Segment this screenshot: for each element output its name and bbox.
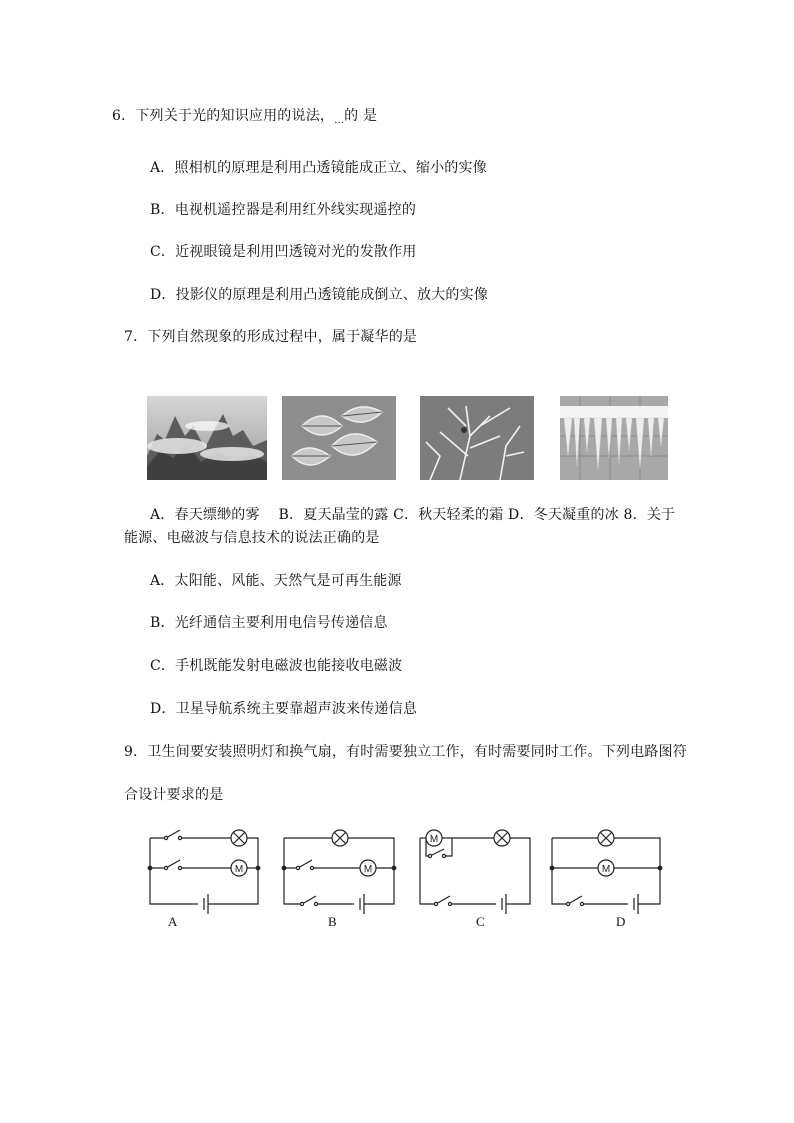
q6-stem-tail: 的 是 (344, 108, 378, 124)
motor-label: M (601, 864, 611, 875)
circuit-diagrams (146, 822, 666, 918)
q8-option-d: D．卫星导航系统主要靠超声波来传递信息 (150, 701, 418, 717)
circuit-label-b: B (328, 914, 337, 929)
q6-stem (112, 107, 377, 130)
photo-frost-branches (420, 396, 534, 480)
q6-stem-text: 6．下列关于光的知识应用的说法， (112, 108, 335, 124)
circuit-b (282, 830, 396, 914)
q9-stem-line2: 合设计要求的是 (124, 787, 224, 803)
photo-icicles (560, 396, 668, 480)
q6-option-a: A．照相机的原理是利用凸透镜能成正立、缩小的实像 (150, 160, 487, 176)
photo-dew-leaves (282, 396, 396, 480)
q7-options-line: A．春天缥缈的雾 B．夏天晶莹的露 C．秋天轻柔的霜 D．冬天凝重的冰 8．关于 (150, 507, 676, 523)
q8-option-a: A．太阳能、风能、天然气是可再生能源 (150, 573, 402, 589)
q8-stem-continued: 能源、电磁波与信息技术的说法正确的是 (124, 530, 380, 546)
photo-fog-mountains (147, 396, 267, 480)
q6-option-c: C．近视眼镜是利用凹透镜对光的发散作用 (150, 244, 417, 260)
q8-option-b: B．光纤通信主要利用电信号传递信息 (150, 615, 388, 631)
q7-stem: 7．下列自然现象的形成过程中，属于凝华的是 (124, 329, 418, 345)
motor-label: M (363, 864, 373, 875)
q9-stem-line1: 9．卫生间要安装照明灯和换气扇，有时需要独立工作，有时需要同时工作。下列电路图符 (124, 744, 687, 760)
q6-stem-dots: … (334, 115, 344, 126)
circuit-label-d: D (616, 914, 626, 929)
q6-option-d: D．投影仪的原理是利用凸透镜能成倒立、放大的实像 (150, 287, 489, 303)
q8-option-c: C．手机既能发射电磁波也能接收电磁波 (150, 658, 403, 674)
q6-option-b: B．电视机遥控器是利用红外线实现遥控的 (150, 202, 417, 218)
motor-label: M (234, 864, 244, 875)
circuit-label-a: A (168, 914, 178, 929)
motor-label: M (429, 834, 439, 845)
circuit-label-c: C (476, 914, 485, 929)
